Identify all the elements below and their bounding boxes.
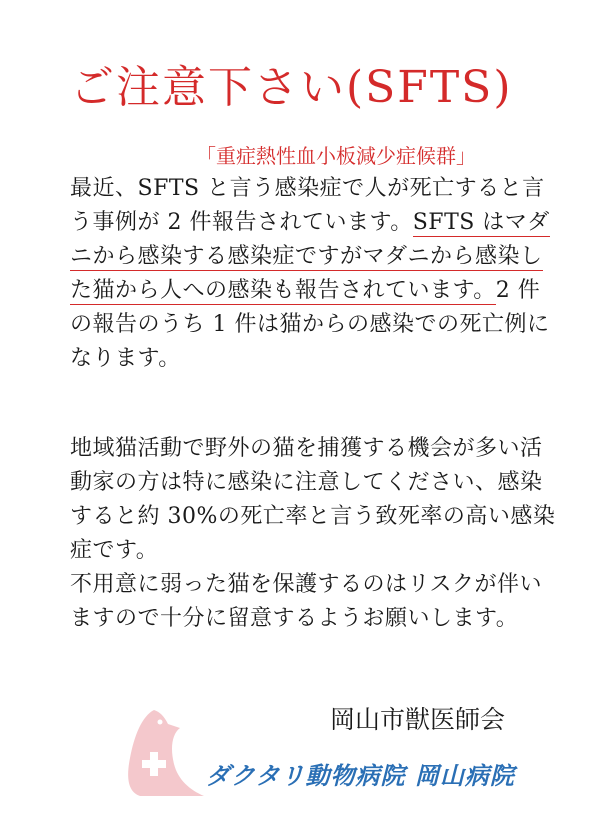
- paragraph-3: 不用意に弱った猫を保護するのはリスクが伴いますので十分に留意するようお願いします。: [70, 572, 543, 631]
- paragraph-1-part-b: 2 件の報告のうち 1 件は猫からの感染での死亡例になります。: [70, 278, 550, 371]
- paragraph-1: [70, 172, 560, 376]
- paragraph-2: 地域猫活動で野外の猫を捕獲する機会が多い活動家の方は特に感染に注意してください、感染すると約 30%の死亡率と言う致死率の高い感染症です。: [70, 436, 556, 563]
- notice-subtitle: 「重症熱性血小板減少症候群」: [196, 144, 476, 168]
- paragraph-1-part-a: 最近、SFTS と言う感染症で人が死亡すると言う事例が 2 件報告されています。: [70, 176, 545, 235]
- paragraph-1-underlined: SFTS はマダニから感染する感染症ですがマダニから感染した猫から人への感染も報告されています。: [70, 210, 550, 303]
- organization-name: 岡山市獣医師会: [330, 705, 506, 734]
- bird-cross-logo-icon: [120, 706, 210, 798]
- hospital-name: ダクタリ動物病院 岡山病院: [206, 762, 515, 790]
- notice-title: ご注意下さい(SFTS): [70, 62, 513, 113]
